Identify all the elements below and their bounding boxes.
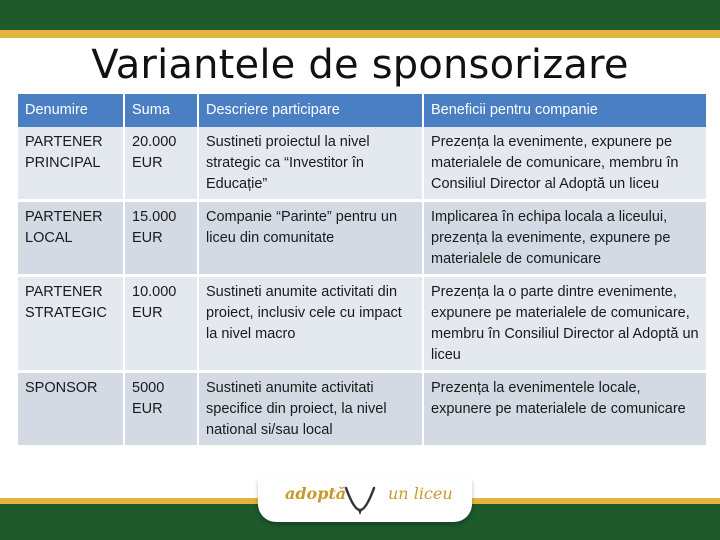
- cell-beneficii: Prezența la evenimente, expunere pe materialele de comunicare, membru în Consiliul Director al Adoptă un liceu: [423, 127, 706, 201]
- logo-text-adopta: adoptă: [285, 484, 347, 503]
- table-row: [18, 127, 706, 201]
- slide-title: Variantele de sponsorizare: [91, 42, 629, 88]
- sponsorship-table: [18, 94, 706, 448]
- cell-descriere: Sustineti anumite activitati specifice din proiect, la nivel national si/sau local: [198, 372, 423, 447]
- cell-denumire: SPONSOR: [18, 372, 124, 447]
- cell-beneficii: Implicarea în echipa locala a liceului, prezența la evenimente, expunere pe materialele de comunicare: [423, 201, 706, 276]
- table-header-row: [18, 94, 706, 127]
- cell-descriere: Companie “Parinte” pentru un liceu din comunitate: [198, 201, 423, 276]
- table-row: [18, 201, 706, 276]
- cell-suma: 20.000 EUR: [124, 127, 198, 201]
- cell-beneficii: Prezența la o parte dintre evenimente, expunere pe materialele de comunicare, membru în Consiliul Director al Adoptă un liceu: [423, 276, 706, 372]
- column-header-denumire: Denumire: [18, 94, 124, 127]
- cell-denumire: PARTENER PRINCIPAL: [18, 127, 124, 201]
- cell-denumire: PARTENER LOCAL: [18, 201, 124, 276]
- cell-suma: 5000 EUR: [124, 372, 198, 447]
- cell-descriere: Sustineti proiectul la nivel strategic ca “Investitor în Educație”: [198, 127, 423, 201]
- cell-suma: 10.000 EUR: [124, 276, 198, 372]
- cell-suma: 15.000 EUR: [124, 201, 198, 276]
- cell-beneficii: Prezența la evenimentele locale, expunere pe materialele de comunicare: [423, 372, 706, 447]
- logo-text-un-liceu: un liceu: [388, 484, 453, 503]
- table-row: [18, 276, 706, 372]
- cell-denumire: PARTENER STRATEGIC: [18, 276, 124, 372]
- column-header-beneficii: Beneficii pentru companie: [423, 94, 706, 127]
- top-gold-stripe: [0, 30, 720, 38]
- top-green-band: [0, 0, 720, 30]
- bell-icon: [340, 480, 380, 516]
- column-header-suma: Suma: [124, 94, 198, 127]
- column-header-descriere: Descriere participare: [198, 94, 423, 127]
- table-row: [18, 372, 706, 447]
- cell-descriere: Sustineti anumite activitati din proiect, inclusiv cele cu impact la nivel macro: [198, 276, 423, 372]
